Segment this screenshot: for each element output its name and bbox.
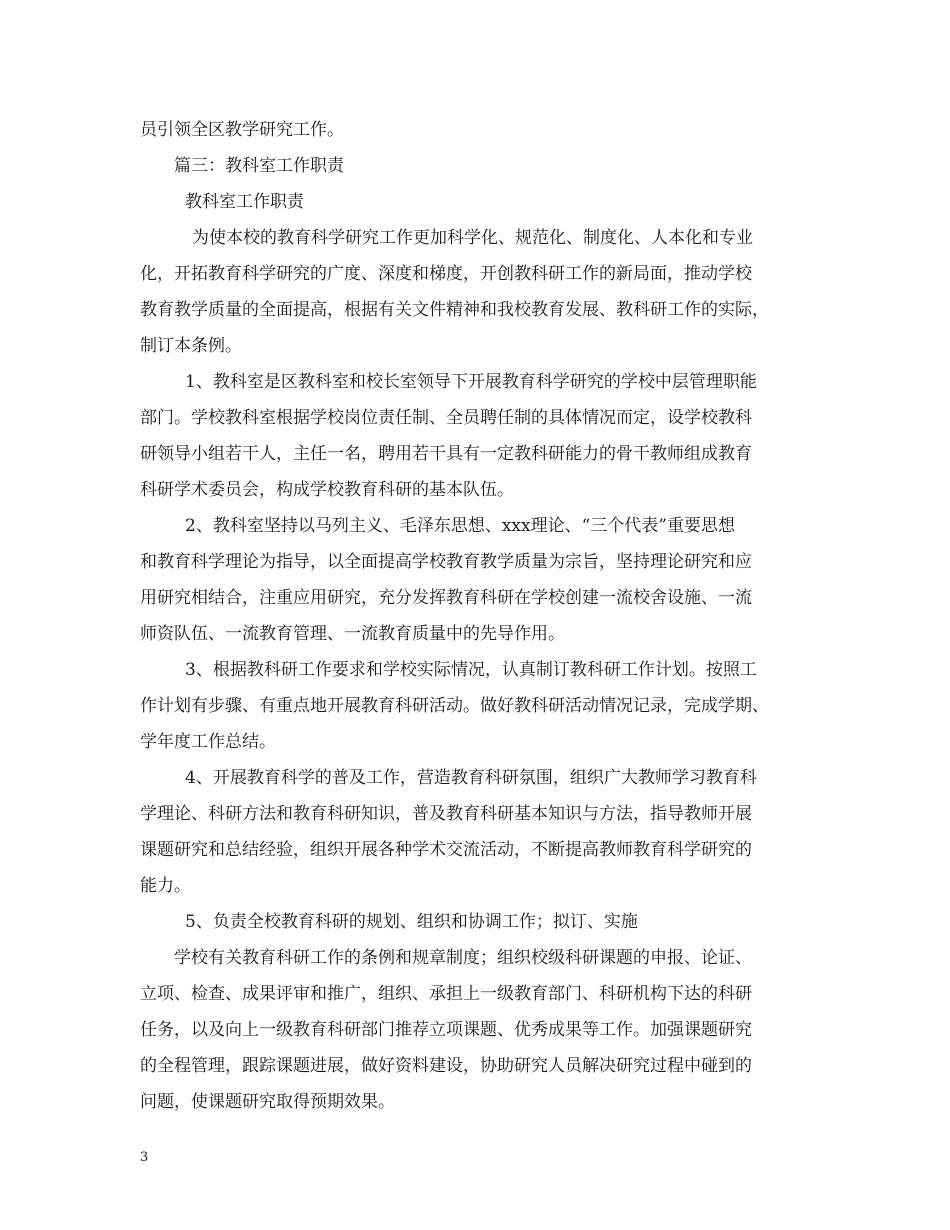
text-line: 学年度工作总结。 (140, 732, 276, 752)
text-line: 学校有关教育科研工作的条例和规章制度；组织校级科研课题的申报、论证、 (174, 948, 752, 968)
text-line: 员引领全区教学研究工作。 (140, 120, 344, 140)
text-line: 化，开拓教育科学研究的广度、深度和梯度，开创教科研工作的新局面，推动学校 (140, 264, 752, 284)
text-line: 师资队伍、一流教育管理、一流教育质量中的先导作用。 (140, 624, 565, 644)
text-line: 部门。学校教科室根据学校岗位责任制、全员聘任制的具体情况而定，设学校教科 (140, 408, 752, 428)
text-line: 任务，以及向上一级教育科研部门推荐立项课题、优秀成果等工作。加强课题研究 (140, 1020, 752, 1040)
text-line: 作计划有步骤、有重点地开展教育科研活动。做好教科研活动情况记录，完成学期、 (140, 696, 769, 716)
text-line: 5、负责全校教育科研的规划、组织和协调工作；拟订、实施 (185, 912, 638, 932)
text-line: 制订本条例。 (140, 336, 242, 356)
text-line: 立项、检查、成果评审和推广，组织、承担上一级教育部门、科研机构下达的科研 (140, 984, 752, 1004)
text-line: 课题研究和总结经验，组织开展各种学术交流活动，不断提高教师教育科学研究的 (140, 840, 752, 860)
text-line: 用研究相结合，注重应用研究，充分发挥教育科研在学校创建一流校舍设施、一流 (140, 588, 752, 608)
text-line: 4、开展教育科学的普及工作，营造教育科研氛围，组织广大教师学习教育科 (185, 768, 757, 788)
text-line: 问题，使课题研究取得预期效果。 (140, 1092, 395, 1112)
section-subheading: 教科室工作职责 (185, 192, 304, 212)
text-line: 为使本校的教育科学研究工作更加科学化、规范化、制度化、人本化和专业 (192, 228, 753, 248)
text-line: 研领导小组若干人，主任一名，聘用若干具有一定教科研能力的骨干教师组成教育 (140, 444, 752, 464)
text-line: 2、教科室坚持以马列主义、毛泽东思想、xxx理论、“三个代表”重要思想 (185, 516, 735, 536)
text-line: 3、根据教科研工作要求和学校实际情况，认真制订教科研工作计划。按照工 (185, 660, 757, 680)
text-line: 1、教科室是区教科室和校长室领导下开展教育科学研究的学校中层管理职能 (185, 372, 757, 392)
text-line: 和教育科学理论为指导，以全面提高学校教育教学质量为宗旨，坚持理论研究和应 (140, 552, 752, 572)
text-line: 学理论、科研方法和教育科研知识，普及教育科研基本知识与方法，指导教师开展 (140, 804, 752, 824)
section-heading: 篇三：教科室工作职责 (174, 156, 344, 176)
text-line: 教育教学质量的全面提高，根据有关文件精神和我校教育发展、教科研工作的实际， (140, 300, 769, 320)
page-number: 3 (140, 1150, 149, 1165)
text-line: 的全程管理，跟踪课题进展，做好资料建设，协助研究人员解决研究过程中碰到的 (140, 1056, 752, 1076)
text-line: 能力。 (140, 876, 191, 896)
text-line: 科研学术委员会，构成学校教育科研的基本队伍。 (140, 480, 514, 500)
